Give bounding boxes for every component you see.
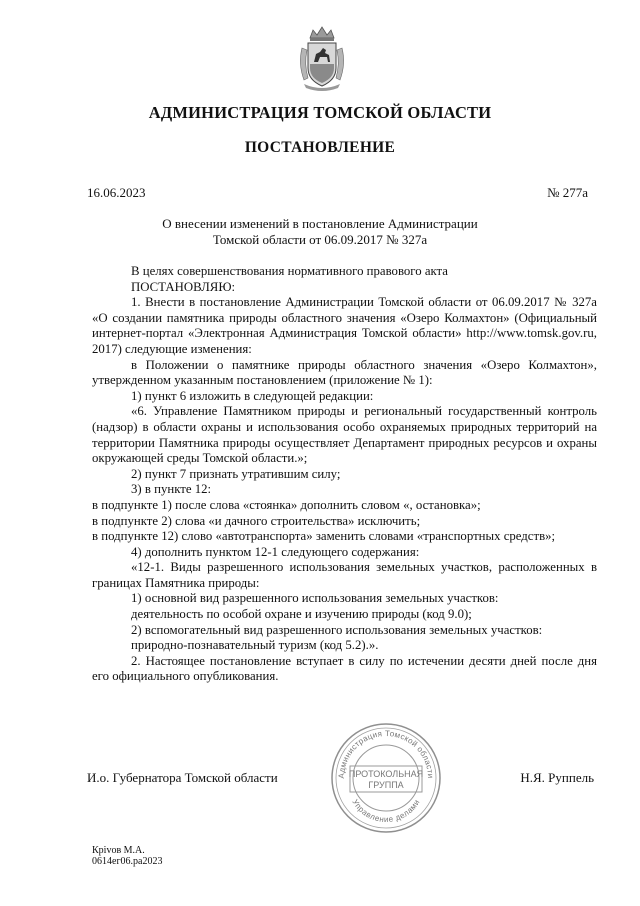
coat-of-arms-icon <box>296 24 348 92</box>
paragraph: 1) пункт 6 изложить в следующей редакции: <box>131 388 374 403</box>
document-number: № 277а <box>547 185 588 200</box>
document-body <box>92 264 597 685</box>
official-stamp <box>330 722 442 834</box>
paragraph: 3) в пункте 12: <box>131 482 212 497</box>
stamp-center-line1: ПРОТОКОЛЬНАЯ <box>348 769 424 779</box>
paragraph: «6. Управление Памятником природы и региональный государственный контроль (надзор) в области охраны и использования особо охраняемых природных территорий на территории Памятника природы осуществляет Департамент природных ресурсов и охраны окружающей среды Томской области.»; <box>92 404 597 466</box>
document-date: 16.06.2023 <box>87 185 146 200</box>
paragraph: в Положении о памятнике природы областного значения «Озеро Колмахтон», утвержденном указанным постановлением (приложение № 1): <box>92 357 597 388</box>
executor-name: Крivов М.А. <box>92 845 145 856</box>
stamp-ring-top: Администрация Томской области <box>336 728 436 779</box>
org-title: АДМИНИСТРАЦИЯ ТОМСКОЙ ОБЛАСТИ <box>148 103 492 122</box>
paragraph: 1. Внести в постановление Администрации Томской области от 06.09.2017 № 327а «О создании памятника природы областного значения «Озеро Колмахтон» (Официальный интернет-портал «Электронная Администрация Томской области» http://www.tomsk.gov.ru, 2017) следующие изменения: <box>92 295 597 356</box>
file-reference: 0614ег06.ра2023 <box>92 856 163 867</box>
paragraph: 1) основной вид разрешенного использования земельных участков: <box>131 591 499 606</box>
paragraph: в подпункте 1) после слова «стоянка» дополнить словом «, остановка»; <box>92 497 481 512</box>
paragraph: В целях совершенствования нормативного правового акта <box>131 264 448 278</box>
document-type: ПОСТАНОВЛЕНИЕ <box>244 139 396 156</box>
paragraph: 2) пункт 7 признать утратившим силу; <box>131 466 341 481</box>
subject-line: Томской области от 06.09.2017 № 327а <box>212 232 428 247</box>
paragraph-resolve: ПОСТАНОВЛЯЮ: <box>131 279 236 294</box>
signatory-position: И.о. Губернатора Томской области <box>87 770 278 785</box>
paragraph: 4) дополнить пунктом 12-1 следующего содержания: <box>131 544 420 559</box>
document-subject <box>150 216 490 248</box>
paragraph: «12-1. Виды разрешенного использования земельных участков, расположенных в границах Памятника природы: <box>92 560 597 590</box>
paragraph: природно-познавательный туризм (код 5.2).». <box>131 638 379 653</box>
paragraph: деятельность по особой охране и изучению природы (код 9.0); <box>131 607 472 622</box>
stamp-ring-bottom: Управление делами <box>350 797 422 825</box>
paragraph: в подпункте 2) слова «и дачного строительства» исключить; <box>92 513 421 528</box>
paragraph: 2. Настоящее постановление вступает в силу по истечении десяти дней после дня его официального опубликования. <box>92 653 597 684</box>
stamp-center-line2: ГРУППА <box>368 780 404 790</box>
paragraph: в подпункте 12) слово «автотранспорта» заменить словами «транспортных средств»; <box>92 529 556 544</box>
subject-line: О внесении изменений в постановление Администрации <box>162 216 478 231</box>
signatory-name: Н.Я. Руппель <box>520 770 594 785</box>
paragraph: 2) вспомогательный вид разрешенного использования земельных участков: <box>131 622 543 637</box>
executor-info <box>92 845 162 867</box>
